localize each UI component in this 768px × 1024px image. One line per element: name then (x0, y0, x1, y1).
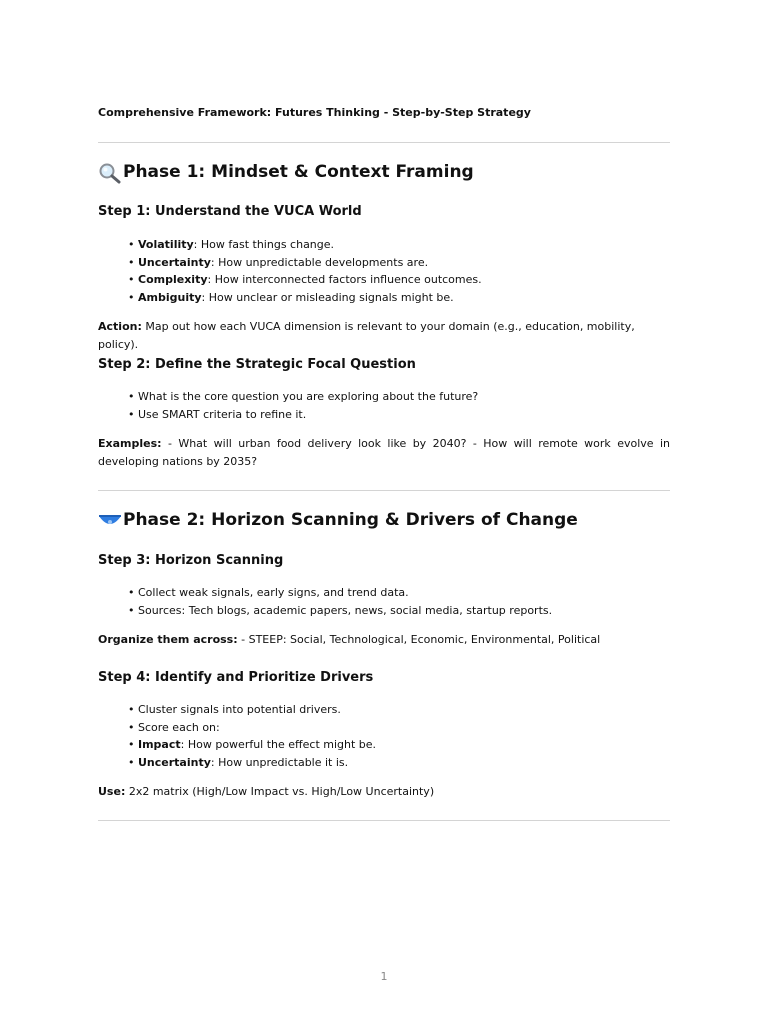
list-item: • Cluster signals into potential drivers. (128, 703, 341, 716)
list-item: • Impact: How powerful the effect might be. (128, 738, 377, 752)
step-1-bullet-list (128, 236, 482, 306)
divider (98, 142, 670, 143)
step-3-title: Step 3: Horizon Scanning (98, 553, 284, 568)
step-4-bullet-list (128, 701, 376, 771)
step-1-action: Action: Map out how each VUCA dimension is relevant to your domain (e.g., education, mobility, policy). (98, 320, 635, 351)
page-number: 1 (380, 970, 388, 983)
phase-1-title: Phase 1: Mindset & Context Framing (123, 162, 474, 182)
list-item: • Uncertainty: How unpredictable developments are. (128, 255, 429, 269)
step-3-bullet-list (128, 584, 552, 619)
list-item: • What is the core question you are exploring about the future? (128, 390, 479, 403)
list-item: • Collect weak signals, early signs, and trend data. (128, 586, 409, 599)
step-4-title: Step 4: Identify and Prioritize Drivers (98, 670, 374, 685)
phase-1-heading (98, 162, 474, 182)
list-item: • Uncertainty: How unpredictable it is. (128, 755, 349, 769)
step-3-organize: Organize them across: - STEEP: Social, Technological, Economic, Environmental, Political (98, 633, 601, 646)
step-2-bullet-list (128, 388, 478, 423)
list-item: • Use SMART criteria to refine it. (128, 407, 307, 421)
magnifying-glass-icon (98, 162, 122, 182)
list-item: • Score each on: (128, 720, 220, 734)
phase-2-title: Phase 2: Horizon Scanning & Drivers of Change (123, 510, 578, 530)
list-item: • Complexity: How interconnected factors influence outcomes. (128, 273, 482, 287)
divider (98, 820, 670, 821)
step-4-use: Use: 2x2 matrix (High/Low Impact vs. High/Low Uncertainty) (98, 785, 435, 798)
list-item: • Volatility: How fast things change. (128, 238, 335, 251)
step-2-examples: Examples: - What will urban food delivery look like by 2040? - How will remote work evolve in developing nations by 2035? (98, 437, 670, 468)
phase-2-heading (98, 510, 578, 530)
divider (98, 490, 670, 491)
document-title: Comprehensive Framework: Futures Thinking - Step-by-Step Strategy (98, 106, 531, 119)
list-item: • Ambiguity: How unclear or misleading signals might be. (128, 290, 454, 304)
step-2-title: Step 2: Define the Strategic Focal Question (98, 357, 416, 372)
step-1-title: Step 1: Understand the VUCA World (98, 204, 362, 219)
list-item: • Sources: Tech blogs, academic papers, news, social media, startup reports. (128, 603, 553, 617)
satellite-dish-icon (98, 510, 122, 530)
